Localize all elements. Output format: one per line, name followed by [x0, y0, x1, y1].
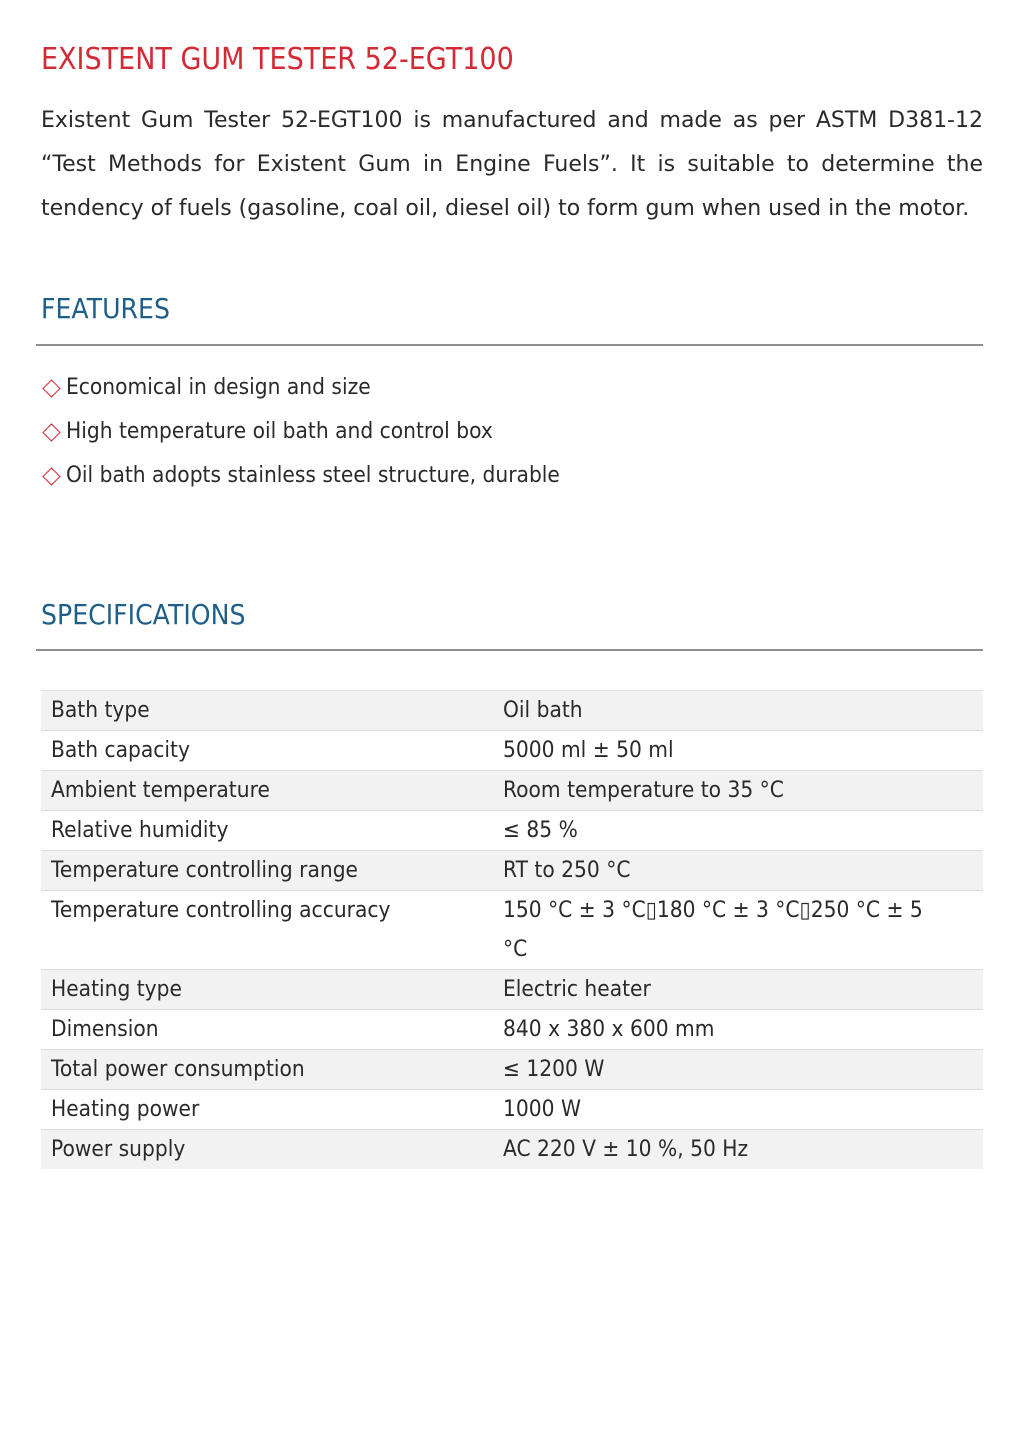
table-row [41, 891, 983, 970]
table-row [41, 811, 983, 851]
features-heading: FEATURES [41, 292, 170, 325]
spec-label: Relative humidity [41, 811, 493, 851]
spec-label: Bath type [41, 691, 493, 731]
spec-value: AC 220 V ± 10 %, 50 Hz [493, 1130, 983, 1170]
feature-item [41, 410, 603, 454]
features-divider [36, 344, 983, 346]
spec-label: Bath capacity [41, 731, 493, 771]
spec-label: Heating type [41, 970, 493, 1010]
spec-value: Electric heater [493, 970, 983, 1010]
spec-value: 840 x 380 x 600 mm [493, 1010, 983, 1050]
spec-value: ≤ 1200 W [493, 1050, 983, 1090]
feature-text: High temperature oil bath and control box [66, 419, 493, 444]
spec-value: Oil bath [493, 691, 983, 731]
feature-text: Economical in design and size [66, 375, 371, 400]
spec-value: 5000 ml ± 50 ml [493, 731, 983, 771]
table-row [41, 771, 983, 811]
table-row [41, 1010, 983, 1050]
table-row [41, 851, 983, 891]
spec-label: Total power consumption [41, 1050, 493, 1090]
table-row [41, 691, 983, 731]
table-row [41, 1090, 983, 1130]
spec-label: Power supply [41, 1130, 493, 1170]
page-title: EXISTENT GUM TESTER 52-EGT100 [41, 42, 514, 77]
table-row [41, 1050, 983, 1090]
feature-item [41, 366, 603, 410]
spec-value: 1000 W [493, 1090, 983, 1130]
spec-value: RT to 250 °C [493, 851, 983, 891]
feature-item [41, 454, 603, 498]
spec-label: Temperature controlling range [41, 851, 493, 891]
table-row [41, 731, 983, 771]
table-row [41, 1130, 983, 1170]
diamond-outline-icon [42, 379, 60, 397]
spec-label: Temperature controlling accuracy [41, 891, 493, 970]
feature-text: Oil bath adopts stainless steel structure, durable [66, 463, 560, 488]
features-list [41, 366, 603, 498]
spec-label: Heating power [41, 1090, 493, 1130]
diamond-outline-icon [42, 467, 60, 485]
diamond-outline-icon [42, 423, 60, 441]
specifications-divider [36, 649, 983, 651]
spec-value: ≤ 85 % [493, 811, 983, 851]
table-row [41, 970, 983, 1010]
spec-label: Dimension [41, 1010, 493, 1050]
specifications-heading: SPECIFICATIONS [41, 598, 246, 631]
spec-value: Room temperature to 35 °C [493, 771, 983, 811]
intro-paragraph: Existent Gum Tester 52-EGT100 is manufactured and made as per ASTM D381-12 “Test Methods for Existent Gum in Engine Fuels”. It is suitable to determine the tendency of fuels (gasoline, coal oil, diesel oil) to form gum when used in the motor. [41, 108, 983, 221]
spec-value: 150 °C ± 3 °C▯180 °C ± 3 °C▯250 °C ± 5 °C [493, 891, 983, 970]
specifications-table [41, 690, 983, 1169]
spec-label: Ambient temperature [41, 771, 493, 811]
